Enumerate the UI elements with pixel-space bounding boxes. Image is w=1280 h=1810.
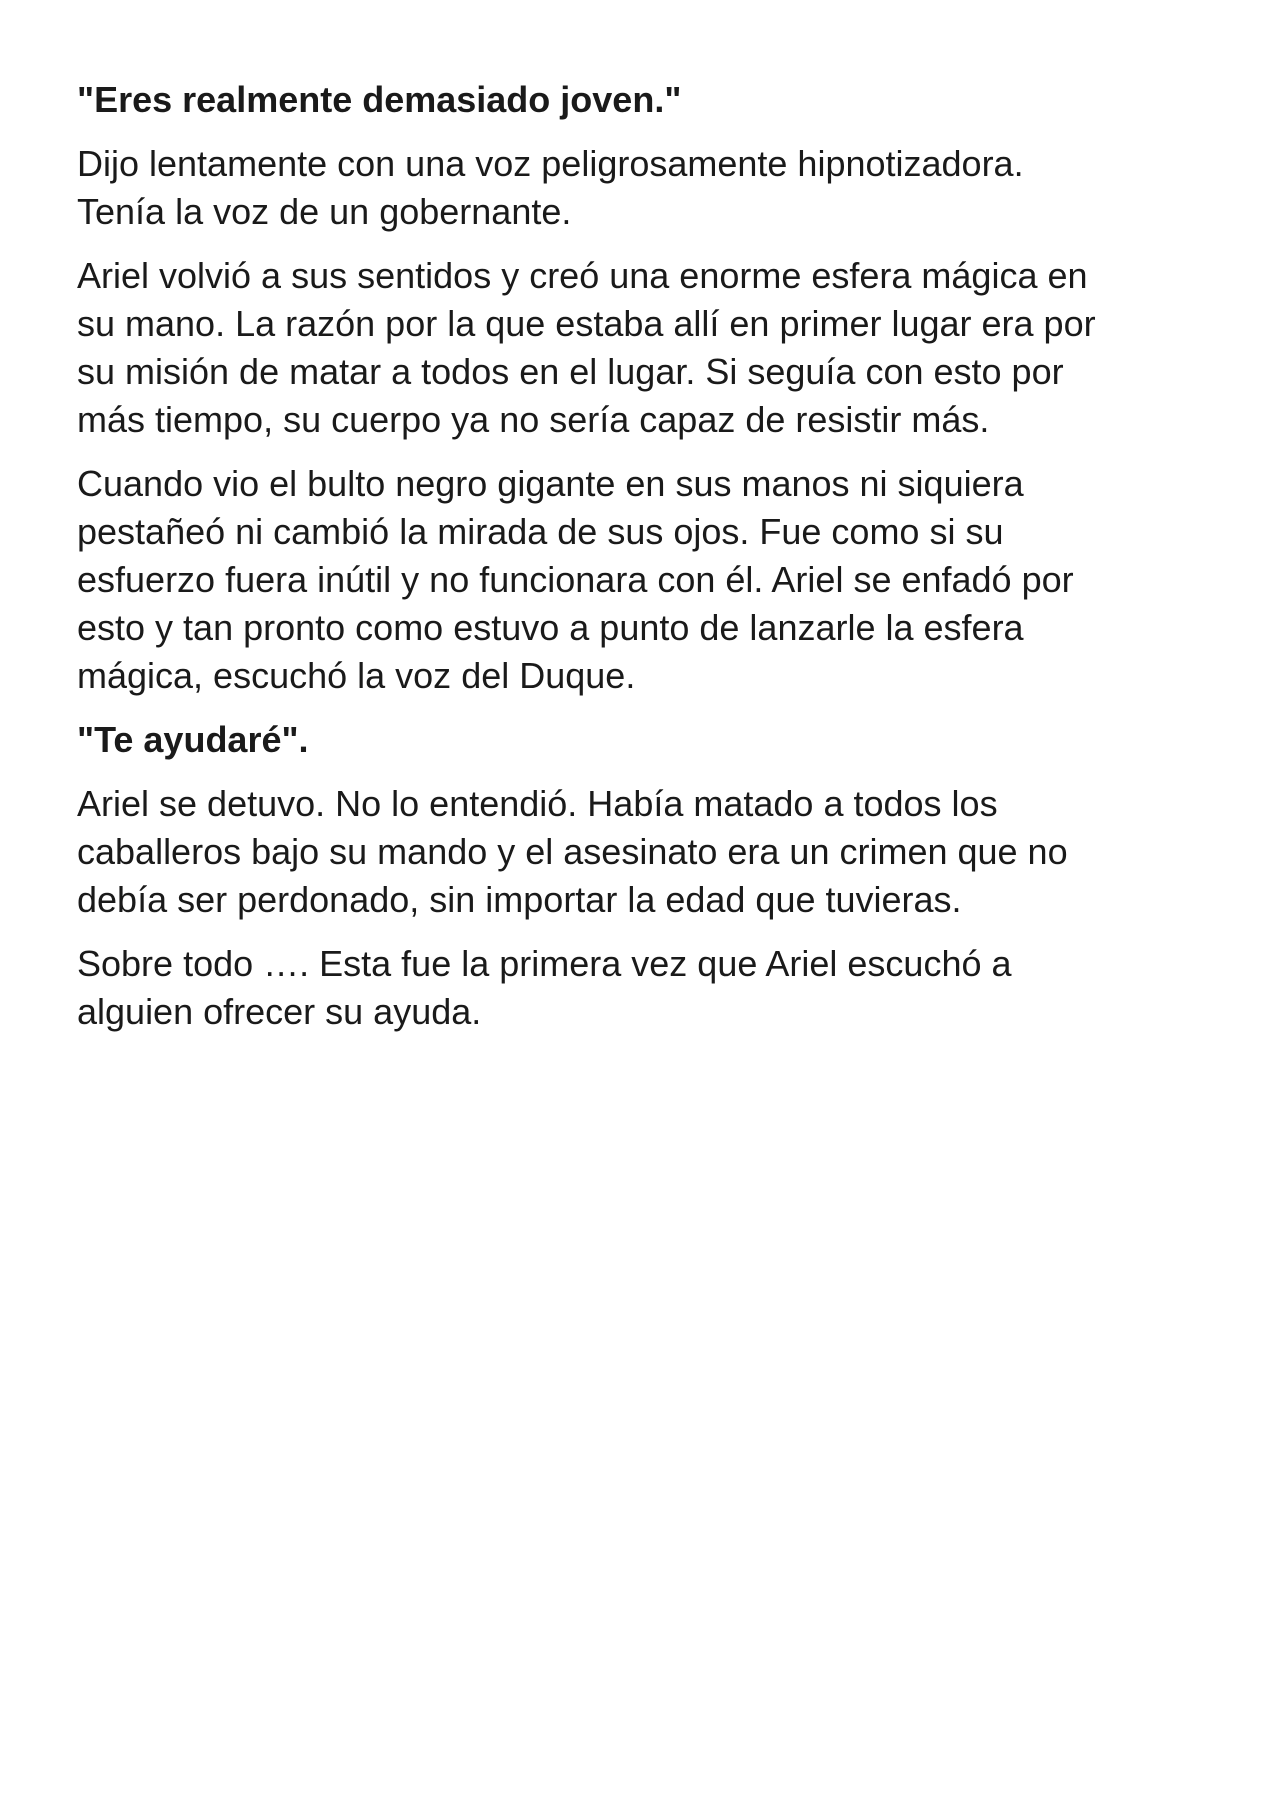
narration-paragraph bbox=[77, 252, 1207, 444]
text-line: su mano. La razón por la que estaba allí en primer lugar era por bbox=[77, 303, 1096, 344]
text-line: "Eres realmente demasiado joven." bbox=[77, 79, 682, 120]
text-line: "Te ayudaré". bbox=[77, 719, 309, 760]
narration-paragraph bbox=[77, 940, 1207, 1036]
text-line: Sobre todo …. Esta fue la primera vez que Ariel escuchó a bbox=[77, 943, 1012, 984]
text-line: Cuando vio el bulto negro gigante en sus manos ni siquiera bbox=[77, 463, 1024, 504]
text-line: esfuerzo fuera inútil y no funcionara con él. Ariel se enfadó por bbox=[77, 559, 1074, 600]
text-line: debía ser perdonado, sin importar la edad que tuvieras. bbox=[77, 879, 962, 920]
document-body bbox=[77, 76, 1207, 1052]
dialogue-paragraph bbox=[77, 76, 1207, 124]
text-line: Ariel se detuvo. No lo entendió. Había matado a todos los bbox=[77, 783, 998, 824]
text-line: caballeros bajo su mando y el asesinato era un crimen que no bbox=[77, 831, 1068, 872]
text-line: Dijo lentamente con una voz peligrosamente hipnotizadora. bbox=[77, 143, 1024, 184]
text-line: pestañeó ni cambió la mirada de sus ojos. Fue como si su bbox=[77, 511, 1004, 552]
text-line: esto y tan pronto como estuvo a punto de lanzarle la esfera bbox=[77, 607, 1024, 648]
text-line: su misión de matar a todos en el lugar. Si seguía con esto por bbox=[77, 351, 1064, 392]
narration-paragraph bbox=[77, 140, 1207, 236]
text-line: más tiempo, su cuerpo ya no sería capaz de resistir más. bbox=[77, 399, 990, 440]
text-line: Tenía la voz de un gobernante. bbox=[77, 191, 572, 232]
narration-paragraph bbox=[77, 460, 1207, 700]
text-line: alguien ofrecer su ayuda. bbox=[77, 991, 482, 1032]
text-line: mágica, escuchó la voz del Duque. bbox=[77, 655, 636, 696]
dialogue-paragraph bbox=[77, 716, 1207, 764]
narration-paragraph bbox=[77, 780, 1207, 924]
text-line: Ariel volvió a sus sentidos y creó una enorme esfera mágica en bbox=[77, 255, 1088, 296]
